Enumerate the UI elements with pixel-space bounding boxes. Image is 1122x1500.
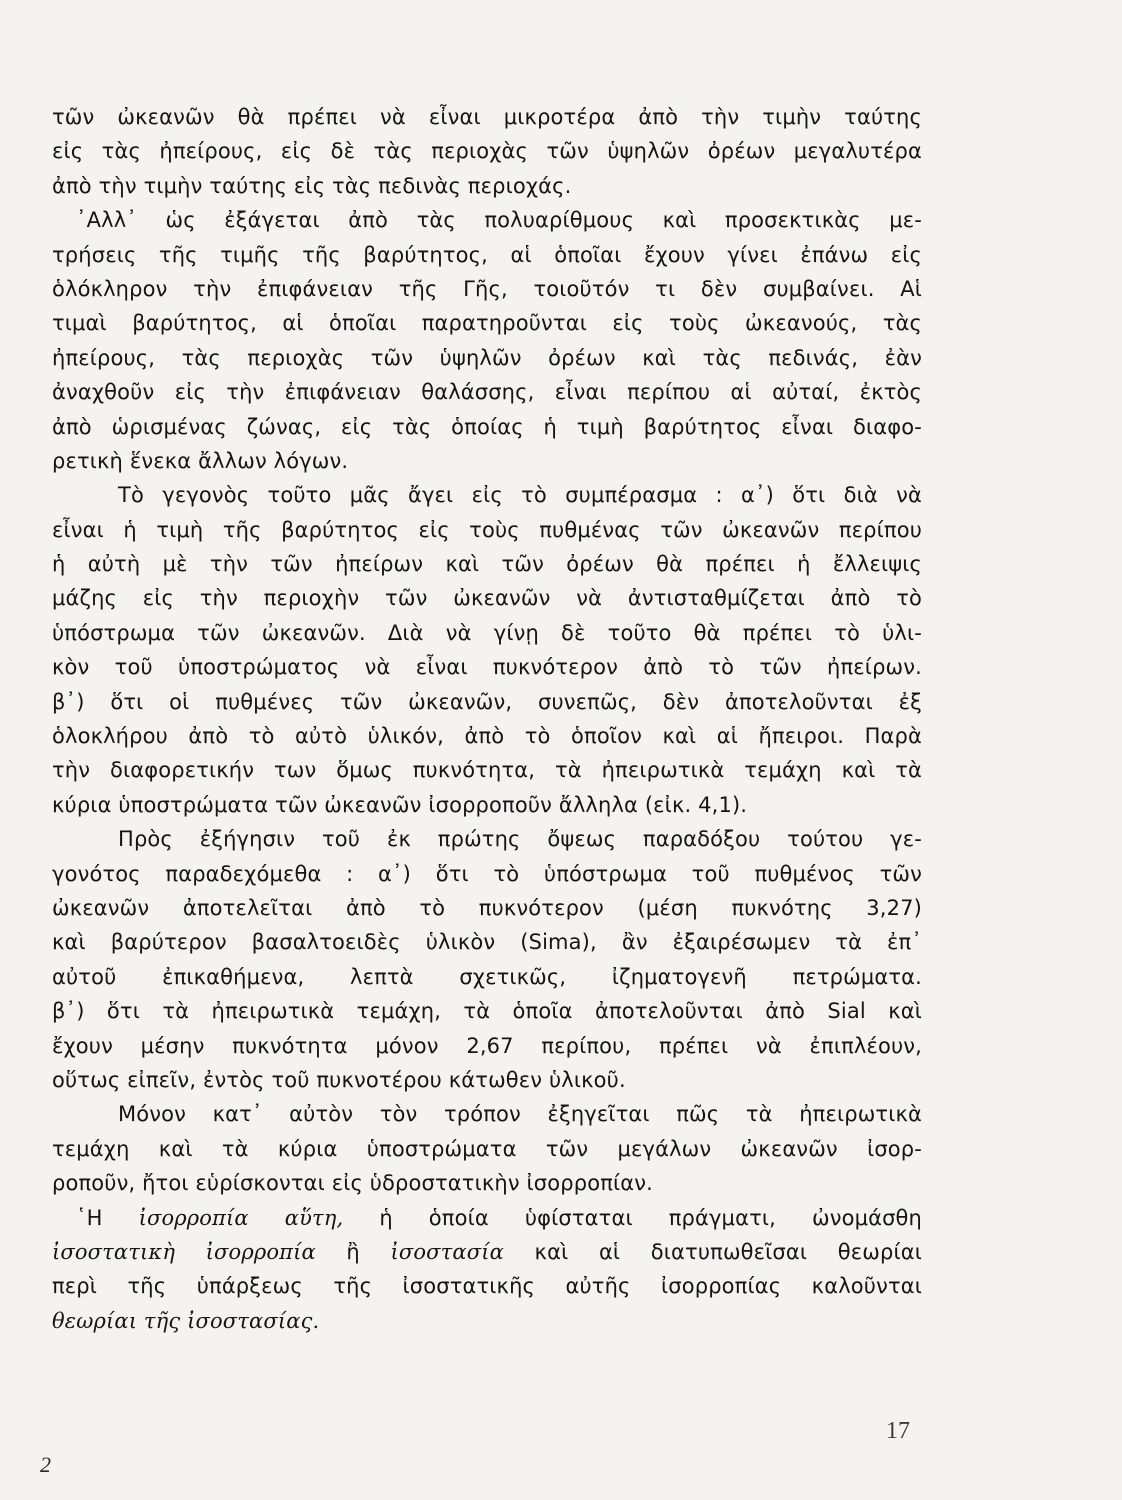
text-line: ὁλοκλήρου ἀπὸ τὸ αὐτὸ ὑλικόν, ἀπὸ τὸ ὁποῖον καὶ αἱ ἤπειροι. Παρὰ xyxy=(52,724,922,749)
text-line: εἶναι ἡ τιμὴ τῆς βαρύτητος εἰς τοὺς πυθμένας τῶν ὠκεανῶν περίπου xyxy=(52,517,922,542)
text-line: τεμάχη καὶ τὰ κύρια ὑποστρώματα τῶν μεγάλων ὠκεανῶν ἰσορ- xyxy=(52,1136,922,1161)
text-line xyxy=(52,1235,922,1269)
text-line: τρήσεις τῆς τιμῆς τῆς βαρύτητος, αἱ ὁποῖαι ἔχουν γίνει ἐπάνω εἰς xyxy=(52,242,922,267)
text-line: β᾿) ὅτι τὰ ἠπειρωτικὰ τεμάχη, τὰ ὁποῖα ἀποτελοῦνται ἀπὸ Sial καὶ xyxy=(52,999,922,1024)
page-number: 17 xyxy=(886,1418,910,1444)
text-line: ὁλόκληρον τὴν ἐπιφάνειαν τῆς Γῆς, τοιοῦτόν τι δὲν συμβαίνει. Αἱ xyxy=(52,276,922,301)
text-line: οὕτως εἰπεῖν, ἐντὸς τοῦ πυκνοτέρου κάτωθεν ὑλικοῦ. xyxy=(52,1067,626,1092)
italic-term: ἰσοστατικὴ ἰσορροπία xyxy=(52,1239,316,1264)
text-line: ἀπὸ ὡρισμένας ζώνας, εἰς τὰς ὁποίας ἡ τιμὴ βαρύτητος εἶναι διαφο- xyxy=(52,414,922,439)
text-line: περὶ τῆς ὑπάρξεως τῆς ἰσοστατικῆς αὐτῆς ἰσορροπίας καλοῦνται xyxy=(52,1274,922,1299)
text-line xyxy=(52,1201,922,1235)
text-line: εἰς τὰς ἠπείρους, εἰς δὲ τὰς περιοχὰς τῶν ὑψηλῶν ὀρέων μεγαλυτέρα xyxy=(52,139,922,164)
text-line: κύρια ὑποστρώματα τῶν ὠκεανῶν ἰσορροποῦν ἄλληλα (εἰκ. 4,1). xyxy=(52,792,748,817)
text-run: καὶ αἱ διατυπωθεῖσαι θεωρίαι xyxy=(503,1239,922,1264)
text-line: τῶν ὠκεανῶν θὰ πρέπει νὰ εἶναι μικροτέρα ἀπὸ τὴν τιμὴν ταύτης xyxy=(52,105,922,129)
text-line: καὶ βαρύτερον βασαλτοειδὲς ὑλικὸν (Sima), ἂν ἐξαιρέσωμεν τὰ ἐπ᾿ xyxy=(52,930,922,955)
text-line: ρετικὴ ἕνεκα ἄλλων λόγων. xyxy=(52,448,349,473)
text-line: ὑπόστρωμα τῶν ὠκεανῶν. Διὰ νὰ γίνῃ δὲ τοῦτο θὰ πρέπει τὸ ὑλι- xyxy=(52,620,922,645)
text-run: ἢ xyxy=(315,1239,391,1264)
text-line: Μόνον κατ᾿ αὐτὸν τὸν τρόπον ἐξηγεῖται πῶς τὰ ἠπειρωτικὰ xyxy=(118,1102,922,1127)
text-line: ἀπὸ τὴν τιμὴν ταύτης εἰς τὰς πεδινὰς περιοχάς. xyxy=(52,173,572,198)
text-run: ἡ ὁποία ὑφίσταται πράγματι, ὠνομάσθη xyxy=(343,1205,922,1230)
text-line: Τὸ γεγονὸς τοῦτο μᾶς ἄγει εἰς τὸ συμπέρασμα : α᾿) ὅτι διὰ νὰ xyxy=(118,483,922,508)
italic-term: θεωρίαι τῆς ἰσοστασίας. xyxy=(52,1308,320,1333)
text-line: ᾿Αλλ᾿ ὡς ἐξάγεται ἀπὸ τὰς πολυαρίθμους καὶ προσεκτικὰς με- xyxy=(76,208,922,233)
text-line: ἠπείρους, τὰς περιοχὰς τῶν ὑψηλῶν ὀρέων καὶ τὰς πεδινάς, ἐὰν xyxy=(52,345,922,370)
text-line xyxy=(52,1304,922,1338)
italic-term: ἰσορροπία αὕτη, xyxy=(138,1205,344,1230)
text-line: ἔχουν μέσην πυκνότητα μόνον 2,67 περίπου, πρέπει νὰ ἐπιπλέουν, xyxy=(52,1033,922,1058)
text-line: ἡ αὐτὴ μὲ τὴν τῶν ἠπείρων καὶ τῶν ὀρέων θὰ πρέπει ἡ ἔλλειψις xyxy=(52,552,922,577)
signature-mark: 2 xyxy=(40,1452,51,1477)
text-run: ῾Η xyxy=(76,1205,139,1230)
text-line: τιμαὶ βαρύτητος, αἱ ὁποῖαι παρατηροῦνται εἰς τοὺς ὠκεανούς, τὰς xyxy=(52,311,922,336)
text-line: ροποῦν, ἤτοι εὑρίσκονται εἰς ὑδροστατικὴν ἰσορροπίαν. xyxy=(52,1171,653,1196)
text-line: μάζης εἰς τὴν περιοχὴν τῶν ὠκεανῶν νὰ ἀντισταθμίζεται ἀπὸ τὸ xyxy=(52,586,922,611)
text-line: Πρὸς ἐξήγησιν τοῦ ἐκ πρώτης ὄψεως παραδόξου τούτου γε- xyxy=(118,827,922,852)
text-line: τὴν διαφορετικήν των ὅμως πυκνότητα, τὰ ἠπειρωτικὰ τεμάχη καὶ τὰ xyxy=(52,758,922,783)
text-line: κὸν τοῦ ὑποστρώματος νὰ εἶναι πυκνότερον ἀπὸ τὸ τῶν ἠπείρων. xyxy=(52,655,922,680)
text-line: ἀναχθοῦν εἰς τὴν ἐπιφάνειαν θαλάσσης, εἶναι περίπου αἱ αὐταί, ἐκτὸς xyxy=(52,380,922,405)
body-text xyxy=(52,100,922,1338)
text-line: β᾿) ὅτι οἱ πυθμένες τῶν ὠκεανῶν, συνεπῶς, δὲν ἀποτελοῦνται ἐξ xyxy=(52,689,922,714)
text-line: αὐτοῦ ἐπικαθήμενα, λεπτὰ σχετικῶς, ἰζηματογενῆ πετρώματα. xyxy=(52,964,922,989)
italic-term: ἰσοστασία xyxy=(390,1239,504,1264)
text-line: γονότος παραδεχόμεθα : α᾿) ὅτι τὸ ὑπόστρωμα τοῦ πυθμένος τῶν xyxy=(52,861,922,886)
text-line: ὠκεανῶν ἀποτελεῖται ἀπὸ τὸ πυκνότερον (μέση πυκνότης 3,27) xyxy=(52,895,922,920)
